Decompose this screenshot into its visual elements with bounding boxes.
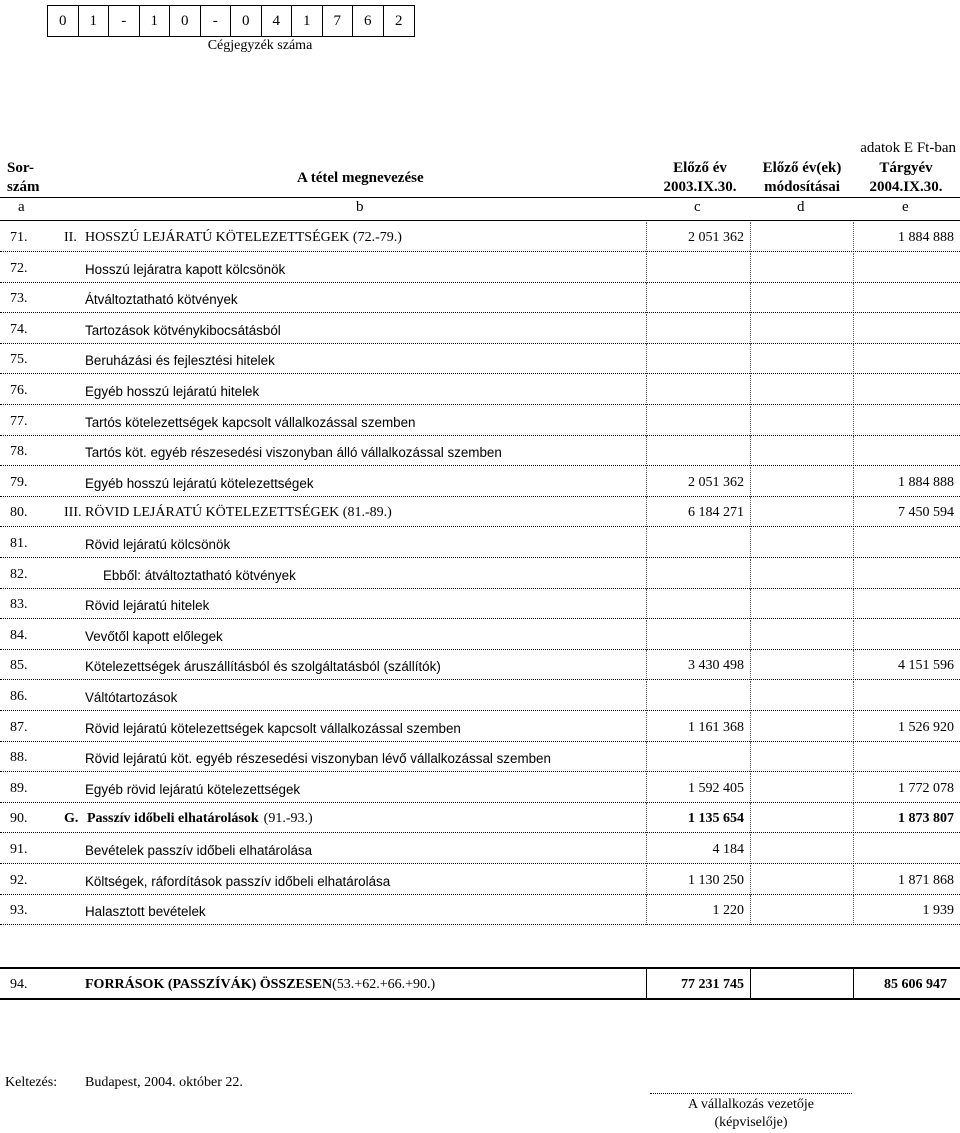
row-label — [85, 690, 177, 705]
column-divider — [853, 559, 854, 589]
row-number: 82. — [10, 566, 28, 582]
header-col-c-line2: 2003.IX.30. — [663, 179, 737, 195]
dated-label: Keltezés: — [5, 1075, 58, 1090]
row-prev-year-value: 2 051 362 — [688, 474, 744, 490]
row-current-year-value: 4 151 596 — [898, 658, 954, 674]
column-divider — [646, 222, 647, 252]
table-row — [0, 283, 960, 313]
row-label — [85, 659, 441, 674]
table-row — [0, 865, 960, 895]
row-label — [85, 751, 551, 766]
header-col-b: A tétel megnevezése — [297, 170, 424, 186]
total-row-number: 94. — [10, 977, 28, 992]
column-divider — [750, 497, 751, 527]
row-current-year-value: 1 884 888 — [898, 230, 954, 245]
column-divider — [646, 406, 647, 436]
row-prev-year-value: 1 220 — [712, 903, 744, 919]
row-prev-year-value: 4 184 — [712, 842, 744, 857]
row-prev-year-value: 2 051 362 — [688, 230, 744, 245]
column-divider — [853, 222, 854, 252]
registry-number-boxes — [47, 5, 415, 37]
column-divider — [853, 681, 854, 711]
column-divider — [750, 314, 751, 344]
row-label — [85, 505, 392, 521]
row-label — [85, 721, 461, 736]
table-row — [0, 467, 960, 497]
row-label-text: Kötelezettségek áruszállításból és szolgáltatásból (szállítók) — [85, 659, 441, 675]
column-divider — [750, 283, 751, 313]
row-label — [87, 811, 313, 827]
registry-digit: 1 — [79, 6, 110, 36]
row-number: 91. — [10, 842, 28, 857]
total-row-label-main: FORRÁSOK (PASSZÍVÁK) ÖSSZESEN — [85, 977, 333, 992]
row-prev-year-value: 1 592 405 — [688, 780, 744, 796]
row-label-text: Tartozások kötvénykibocsátásból — [85, 322, 281, 338]
column-divider — [750, 559, 751, 589]
column-divider — [646, 681, 647, 711]
column-divider — [853, 650, 854, 680]
column-divider — [750, 344, 751, 374]
column-divider — [750, 528, 751, 558]
col-letter-d: d — [797, 199, 805, 215]
row-label-text: Váltótartozások — [85, 690, 178, 705]
row-label-text: Vevőtől kapott előlegek — [85, 628, 223, 644]
col-letter-c: c — [694, 199, 701, 215]
signer-title: A vállalkozás vezetője — [688, 1097, 814, 1112]
header-col-a-line2: szám — [7, 179, 40, 195]
row-label — [85, 843, 312, 858]
column-divider — [750, 969, 751, 998]
row-label-text: Egyéb hosszú lejáratú kötelezettségek — [85, 475, 314, 491]
row-section-prefix: G. — [64, 811, 79, 827]
column-divider — [750, 865, 751, 895]
column-divider — [646, 314, 647, 344]
row-label — [85, 874, 390, 889]
column-divider — [646, 559, 647, 589]
registry-digit: 2 — [395, 13, 403, 29]
signer-subtitle: (képviselője) — [714, 1115, 788, 1130]
column-divider — [750, 222, 751, 252]
table-row — [0, 559, 960, 589]
column-divider — [646, 834, 647, 864]
row-prev-year-value: 1 161 368 — [688, 719, 744, 735]
header-col-c-line1: Előző év — [673, 160, 727, 176]
row-label-text: Átváltoztatható kötvények — [85, 292, 238, 308]
row-label — [85, 292, 238, 307]
column-divider — [853, 589, 854, 619]
row-dotted-rule — [0, 924, 960, 925]
row-label-text: Rövid lejáratú kötelezettségek kapcsolt vállalkozással szemben — [85, 720, 461, 736]
row-label-text: Költségek, ráfordítások passzív időbeli elhatárolása — [85, 873, 391, 889]
column-divider — [646, 375, 647, 405]
column-divider — [646, 865, 647, 895]
col-letter-a: a — [18, 199, 25, 215]
column-divider — [646, 712, 647, 742]
column-divider — [750, 253, 751, 283]
row-label — [85, 476, 314, 491]
row-label-text: Rövid lejáratú köt. egyéb részesedési viszonyban lévő vállalkozással szemben — [85, 751, 551, 767]
row-label-text: Rövid lejáratú kölcsönök — [85, 537, 231, 552]
registry-digit: - — [201, 6, 232, 36]
registry-digit: 7 — [323, 6, 354, 36]
row-label-text: Hosszú lejáratra kapott kölcsönök — [85, 261, 286, 277]
column-divider — [853, 712, 854, 742]
row-current-year-value: 1 873 807 — [898, 811, 954, 827]
row-label-text: Egyéb rövid lejáratú kötelezettségek — [85, 781, 301, 797]
column-divider — [750, 712, 751, 742]
column-divider — [750, 620, 751, 650]
column-divider — [750, 375, 751, 405]
column-divider — [853, 528, 854, 558]
row-number: 87. — [10, 719, 28, 735]
row-label-text: Tartós köt. egyéb részesedési viszonyban álló vállalkozással szemben — [85, 445, 502, 461]
row-number: 74. — [10, 321, 28, 337]
column-divider — [646, 436, 647, 466]
row-label-suffix: (91.-93.) — [263, 811, 313, 827]
table-row — [0, 406, 960, 436]
row-number: 89. — [10, 780, 28, 796]
column-divider — [750, 681, 751, 711]
total-row-current-year: 85 606 947 — [884, 977, 947, 992]
row-label — [85, 904, 206, 919]
column-divider — [853, 865, 854, 895]
column-divider — [853, 620, 854, 650]
row-label-text: Egyéb hosszú lejáratú hitelek — [85, 384, 260, 399]
column-divider — [646, 344, 647, 374]
column-divider — [853, 742, 854, 772]
column-divider — [853, 344, 854, 374]
column-divider — [853, 406, 854, 436]
row-number: 79. — [10, 474, 28, 490]
table-row — [0, 834, 960, 864]
row-label-text: RÖVID LEJÁRATÚ KÖTELEZETTSÉGEK (81.-89.) — [85, 505, 392, 521]
column-divider — [853, 436, 854, 466]
column-divider — [853, 283, 854, 313]
table-row — [0, 803, 960, 833]
dated-value: Budapest, 2004. október 22. — [85, 1075, 243, 1090]
column-divider — [750, 895, 751, 925]
column-divider — [646, 467, 647, 497]
column-divider — [646, 283, 647, 313]
row-number: 73. — [10, 291, 28, 307]
row-number: 75. — [10, 352, 28, 368]
column-divider — [853, 969, 854, 998]
column-divider — [853, 375, 854, 405]
row-prev-year-value: 6 184 271 — [688, 505, 744, 521]
row-number: 83. — [10, 597, 28, 613]
header-divider — [0, 197, 960, 198]
header-col-d-line1: Előző év(ek) — [762, 160, 842, 176]
row-number: 90. — [10, 811, 28, 827]
row-label — [85, 782, 300, 797]
row-number: 85. — [10, 658, 28, 674]
row-number: 93. — [10, 903, 28, 919]
column-divider — [750, 803, 751, 833]
row-label-text: Halasztott bevételek — [85, 904, 206, 920]
column-divider — [853, 895, 854, 925]
row-label-text: HOSSZÚ LEJÁRATÚ KÖTELEZETTSÉGEK (72.-79.) — [85, 230, 402, 245]
row-label-text: Ebből: átváltoztatható kötvények — [103, 567, 296, 583]
column-divider — [750, 773, 751, 803]
table-row — [0, 712, 960, 742]
column-divider — [646, 742, 647, 772]
row-label — [85, 415, 415, 430]
row-current-year-value: 1 939 — [922, 903, 954, 919]
column-divider — [646, 650, 647, 680]
row-number: 77. — [10, 413, 28, 429]
column-divider — [750, 406, 751, 436]
row-label — [85, 537, 230, 552]
table-row — [0, 222, 960, 252]
column-divider — [853, 773, 854, 803]
column-divider — [750, 742, 751, 772]
column-divider — [646, 969, 647, 998]
row-current-year-value: 1 884 888 — [898, 474, 954, 490]
row-label-text: Beruházási és fejlesztési hitelek — [85, 353, 275, 369]
table-row — [0, 253, 960, 283]
row-number: 80. — [10, 505, 28, 521]
registry-digit: 6 — [353, 6, 384, 36]
column-divider — [646, 528, 647, 558]
col-letter-e: e — [902, 199, 909, 215]
column-divider — [646, 620, 647, 650]
registry-digit: 0 — [170, 6, 201, 36]
row-number: 81. — [10, 536, 28, 551]
column-divider — [750, 834, 751, 864]
row-label-text: Rövid lejáratú hitelek — [85, 598, 210, 614]
table-row — [0, 436, 960, 466]
table-row — [0, 314, 960, 344]
header-col-e-line2: 2004.IX.30. — [869, 179, 943, 195]
column-divider — [646, 253, 647, 283]
row-section-prefix: III. — [64, 505, 82, 521]
row-label — [85, 629, 223, 644]
total-row — [0, 967, 960, 1000]
row-label-text: Passzív időbeli elhatárolások — [87, 811, 259, 827]
table-row — [0, 589, 960, 619]
column-divider — [750, 467, 751, 497]
header-col-e-line1: Tárgyév — [879, 160, 933, 176]
row-label — [85, 598, 209, 613]
row-label — [103, 568, 296, 583]
column-divider — [853, 497, 854, 527]
column-divider — [853, 834, 854, 864]
row-current-year-value: 7 450 594 — [898, 505, 954, 521]
table-row — [0, 528, 960, 558]
column-divider — [750, 650, 751, 680]
row-current-year-value: 1 871 868 — [898, 872, 954, 888]
table-row — [0, 344, 960, 374]
row-number: 88. — [10, 750, 28, 766]
table-row — [0, 375, 960, 405]
table-row — [0, 742, 960, 772]
row-label — [85, 230, 402, 246]
registry-digit: 0 — [48, 6, 79, 36]
table-row — [0, 620, 960, 650]
header-col-a-line1: Sor- — [7, 160, 34, 176]
row-label — [85, 384, 259, 399]
table-row — [0, 650, 960, 680]
row-current-year-value: 1 526 920 — [898, 719, 954, 735]
total-row-label-suffix: (53.+62.+66.+90.) — [332, 977, 436, 992]
unit-note: adatok E Ft-ban — [860, 140, 956, 156]
column-divider — [646, 895, 647, 925]
table-row — [0, 681, 960, 711]
row-number: 72. — [10, 260, 28, 276]
header-col-d-line2: módosításai — [764, 179, 840, 195]
row-label-text: Tartós kötelezettségek kapcsolt vállalkozással szemben — [85, 414, 416, 430]
row-prev-year-value: 1 135 654 — [688, 811, 744, 827]
registry-caption: Cégjegyzék száma — [207, 38, 313, 53]
column-divider — [853, 803, 854, 833]
registry-digit: 0 — [231, 6, 262, 36]
row-section-prefix: II. — [64, 230, 77, 245]
row-number: 76. — [10, 383, 28, 398]
total-row-label — [85, 977, 435, 993]
column-divider — [646, 803, 647, 833]
table-row — [0, 497, 960, 527]
row-number: 86. — [10, 689, 28, 704]
header-bottom-divider — [0, 220, 960, 221]
column-divider — [646, 589, 647, 619]
row-label — [85, 323, 281, 338]
row-number: 84. — [10, 627, 28, 643]
total-row-prev-year: 77 231 745 — [681, 977, 744, 992]
registry-digit: - — [109, 6, 140, 36]
registry-digit: 4 — [262, 6, 293, 36]
registry-digit: 1 — [292, 6, 323, 36]
column-divider — [853, 314, 854, 344]
row-number: 78. — [10, 444, 28, 460]
column-divider — [646, 773, 647, 803]
column-divider — [646, 497, 647, 527]
row-current-year-value: 1 772 078 — [898, 780, 954, 796]
row-label-text: Bevételek passzív időbeli elhatárolása — [85, 843, 313, 858]
column-divider — [853, 253, 854, 283]
table-row — [0, 773, 960, 803]
column-divider — [750, 436, 751, 466]
row-label — [85, 445, 502, 460]
signature-line — [650, 1093, 852, 1094]
row-prev-year-value: 3 430 498 — [688, 658, 744, 674]
column-divider — [750, 589, 751, 619]
row-prev-year-value: 1 130 250 — [688, 872, 744, 888]
row-number: 92. — [10, 872, 28, 888]
row-number: 71. — [10, 230, 28, 245]
column-divider — [853, 467, 854, 497]
table-row — [0, 895, 960, 925]
registry-digit: 1 — [140, 6, 171, 36]
row-label — [85, 262, 285, 277]
row-label — [85, 353, 275, 368]
col-letter-b: b — [356, 199, 364, 215]
